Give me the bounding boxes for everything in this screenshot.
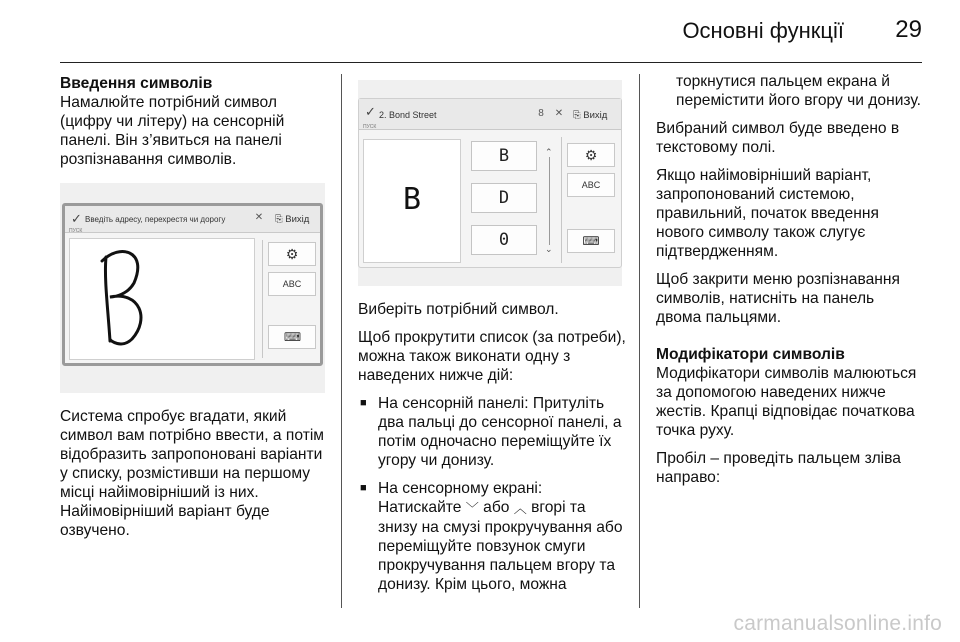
selected-paragraph: Вибраний символ буде введено в текстовому полі.: [656, 120, 900, 156]
keyboard-button[interactable]: [268, 325, 316, 349]
select-paragraph: Виберіть потрібний символ.: [358, 301, 559, 318]
chevron-up-icon: ︿: [513, 501, 527, 516]
exit-button[interactable]: ⎘ Вихід: [275, 214, 310, 225]
gear-icon: ⚙: [584, 147, 598, 163]
scrollbar[interactable]: [543, 145, 557, 257]
exit-button[interactable]: ⎘ Вихід: [573, 110, 608, 121]
keyboard-button[interactable]: [567, 229, 615, 253]
bullet-touchpad: ■ На сенсорній панелі: Притуліть два пальці до сенсорної панелі, а потім одночасно переміщуйте їх угору чи донизу.: [360, 395, 622, 469]
screenshot-candidates: [358, 80, 622, 286]
speller-icon[interactable]: 8: [538, 108, 544, 119]
settings-button[interactable]: [567, 143, 615, 167]
display-frame: [62, 203, 323, 366]
clear-icon[interactable]: ✕: [254, 212, 264, 223]
recognition-paragraph: Система спробує вгадати, який символ вам потрібно ввести, а потім відобразить запропоновані варіанти у списку, розмістивши на першому місці найімовірніший із них. Найімовірніший варіант буде озвучено.: [60, 408, 325, 539]
keyboard-icon: ⌨: [283, 330, 301, 344]
clear-icon[interactable]: ✕: [554, 108, 564, 119]
intro-paragraph: Намалюйте потрібний символ (цифру чи літеру) на сенсорній панелі. Він з’явиться на панелі розпізнавання символів.: [60, 94, 285, 168]
close-paragraph: Щоб закрити меню розпізнавання символів, натисніть на панель двома пальцями.: [656, 271, 900, 326]
page-title: Основні функції: [682, 18, 844, 43]
bullet-square-icon: ■: [360, 482, 367, 494]
input-top-bar: [359, 99, 621, 130]
column-divider-2: [639, 74, 640, 608]
display-frame: [358, 98, 622, 268]
door-icon: ⎘: [275, 214, 283, 225]
divider: [561, 137, 562, 263]
abc-button[interactable]: ABC: [567, 173, 615, 197]
screenshot-handwriting: [60, 183, 325, 393]
input-top-bar: [65, 206, 320, 233]
page-number: 29: [895, 16, 922, 43]
watermark: carmanualsonline.info: [733, 612, 942, 635]
handwriting-pad[interactable]: [69, 238, 255, 360]
modifiers-paragraph: Модифікатори символів малюються за допомогою наведених нижче жестів. Крапці відповідає початкова точка руху.: [656, 365, 917, 439]
bullet-touchscreen: ■ На сенсорному екрані: Натискайте ﹀ або ︿ вгорі та знизу на смузі прокручування або переміщуйте повзунок смуги прокручування пальцем вгору та донизу. Крім цього, можна: [360, 480, 623, 593]
abc-button[interactable]: ABC: [268, 272, 316, 296]
chevron-up-icon[interactable]: ⌃: [545, 147, 553, 157]
section-heading-modifiers: Модифікатори символів: [656, 346, 845, 363]
confirm-paragraph: Якщо найімовірніший варіант, запропонований системою, правильний, початок введення нового символу також слугує підтвердженням.: [656, 167, 879, 260]
divider: [262, 240, 263, 358]
chevron-down-icon: ﹀: [465, 501, 479, 516]
gear-icon: ⚙: [285, 246, 299, 262]
scroll-track: [549, 157, 550, 245]
column-2: [358, 74, 628, 603]
start-label: ПУСК: [363, 124, 377, 130]
chevron-down-icon[interactable]: ⌄: [545, 244, 553, 254]
continued-bullet-text: торкнутися пальцем екрана й перемістити його вгору чи донизу.: [676, 73, 921, 109]
drawn-character-b: [70, 239, 256, 361]
input-prompt: 2. Bond Street: [379, 110, 437, 120]
candidate-1[interactable]: B: [471, 141, 537, 171]
column-1: [60, 74, 325, 549]
scroll-paragraph: Щоб прокрутити список (за потреби), можна також виконати одну з наведених нижче дій:: [358, 329, 626, 384]
candidate-2[interactable]: D: [471, 183, 537, 213]
check-icon: ✓: [71, 211, 82, 226]
start-label: ПУСК: [69, 228, 83, 234]
input-prompt: Введіть адресу, перехрестя чи дорогу: [85, 215, 226, 224]
section-heading-input: Введення символів: [60, 75, 213, 92]
keyboard-icon: ⌨: [582, 234, 600, 248]
candidate-3[interactable]: 0: [471, 225, 537, 255]
settings-button[interactable]: [268, 242, 316, 266]
page-header: [60, 0, 922, 63]
bullet-square-icon: ■: [360, 397, 367, 409]
door-icon: ⎘: [573, 110, 581, 121]
check-icon: ✓: [365, 104, 376, 119]
column-3: [656, 72, 921, 496]
recognized-character: B: [363, 139, 461, 263]
column-divider-1: [341, 74, 342, 608]
space-paragraph: Пробіл – проведіть пальцем зліва направо:: [656, 450, 901, 486]
